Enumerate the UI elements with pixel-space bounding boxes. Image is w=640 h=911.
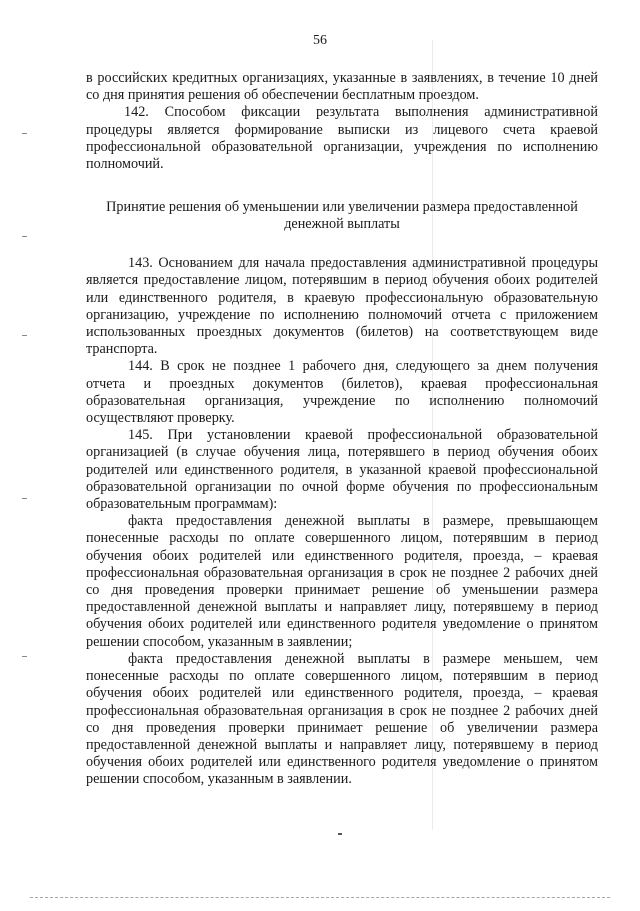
paragraph-144: 144. В срок не позднее 1 рабочего дня, следующего за днем получения отчета и проездных документов (билетов), краевая профессиональная образовательная организация, учреждение по исполнению полномочий осуществляют проверку. [86, 358, 598, 427]
margin-mark [22, 656, 27, 657]
paragraph-145-case-excess: факта предоставления денежной выплаты в размере, превышающем понесенные расходы по оплате совершенного лицом, потерявшим в период обучения обоих родителей или единственного родителя, проезда, – краевая профессиональная образовательная организация в срок не позднее 2 рабочих дней со дня проведения проверки принимает решение об уменьшении размера предоставленной денежной выплаты и направляет лицу, потерявшему в период обучения обоих родителей или единственного родителя уведомление о принятом решении способом, указанным в заявлении; [86, 513, 598, 650]
page-number: 56 [313, 33, 327, 48]
document-body [86, 70, 598, 789]
margin-mark [22, 498, 27, 499]
scan-edge-noise [30, 897, 610, 900]
margin-mark [22, 335, 27, 336]
section-heading: Принятие решения об уменьшении или увеличении размера предоставленной денежной выплаты [106, 199, 578, 233]
paragraph-145-case-shortfall: факта предоставления денежной выплаты в размере меньшем, чем понесенные расходы по оплате совершенного лицом, потерявшим в период обучения обоих родителей или единственного родителя, проезда, – краевая профессиональная образовательная организация в срок не позднее 2 рабочих дней со дня проведения проверки принимает решение об увеличении размера предоставленной денежной выплаты и направляет лицу, потерявшему в период обучения обоих родителей или единственного родителя уведомление о принятом решении способом, указанным в заявлении. [86, 650, 598, 788]
margin-mark [22, 236, 27, 237]
margin-mark [22, 133, 27, 134]
scan-dot [338, 833, 342, 835]
paragraph-continuation: в российских кредитных организациях, указанные в заявлениях, в течение 10 дней со дня принятия решения об обеспечении бесплатным проездом. [86, 70, 598, 104]
paragraph-142: 142. Способом фиксации результата выполнения административной процедуры является формирование выписки из лицевого счета краевой профессиональной образовательной организации, учреждения по исполнению полномочий. [86, 104, 598, 173]
paragraph-145: 145. При установлении краевой профессиональной образовательной организацией (в случае обучения лица, потерявшего в период обучения обоих родителей или единственного родителя, в указанной краевой профессиональной образовательной организации по очной форме обучения по профессиональным образовательным программам): [86, 427, 598, 513]
paragraph-143: 143. Основанием для начала предоставления административной процедуры является предоставление лицом, потерявшим в период обучения обоих родителей или единственного родителя, в краевую профессиональную образовательную организацию, учреждение по исполнению полномочий отчета с приложением использованных проездных документов (билетов) на соответствующем виде транспорта. [86, 255, 598, 358]
